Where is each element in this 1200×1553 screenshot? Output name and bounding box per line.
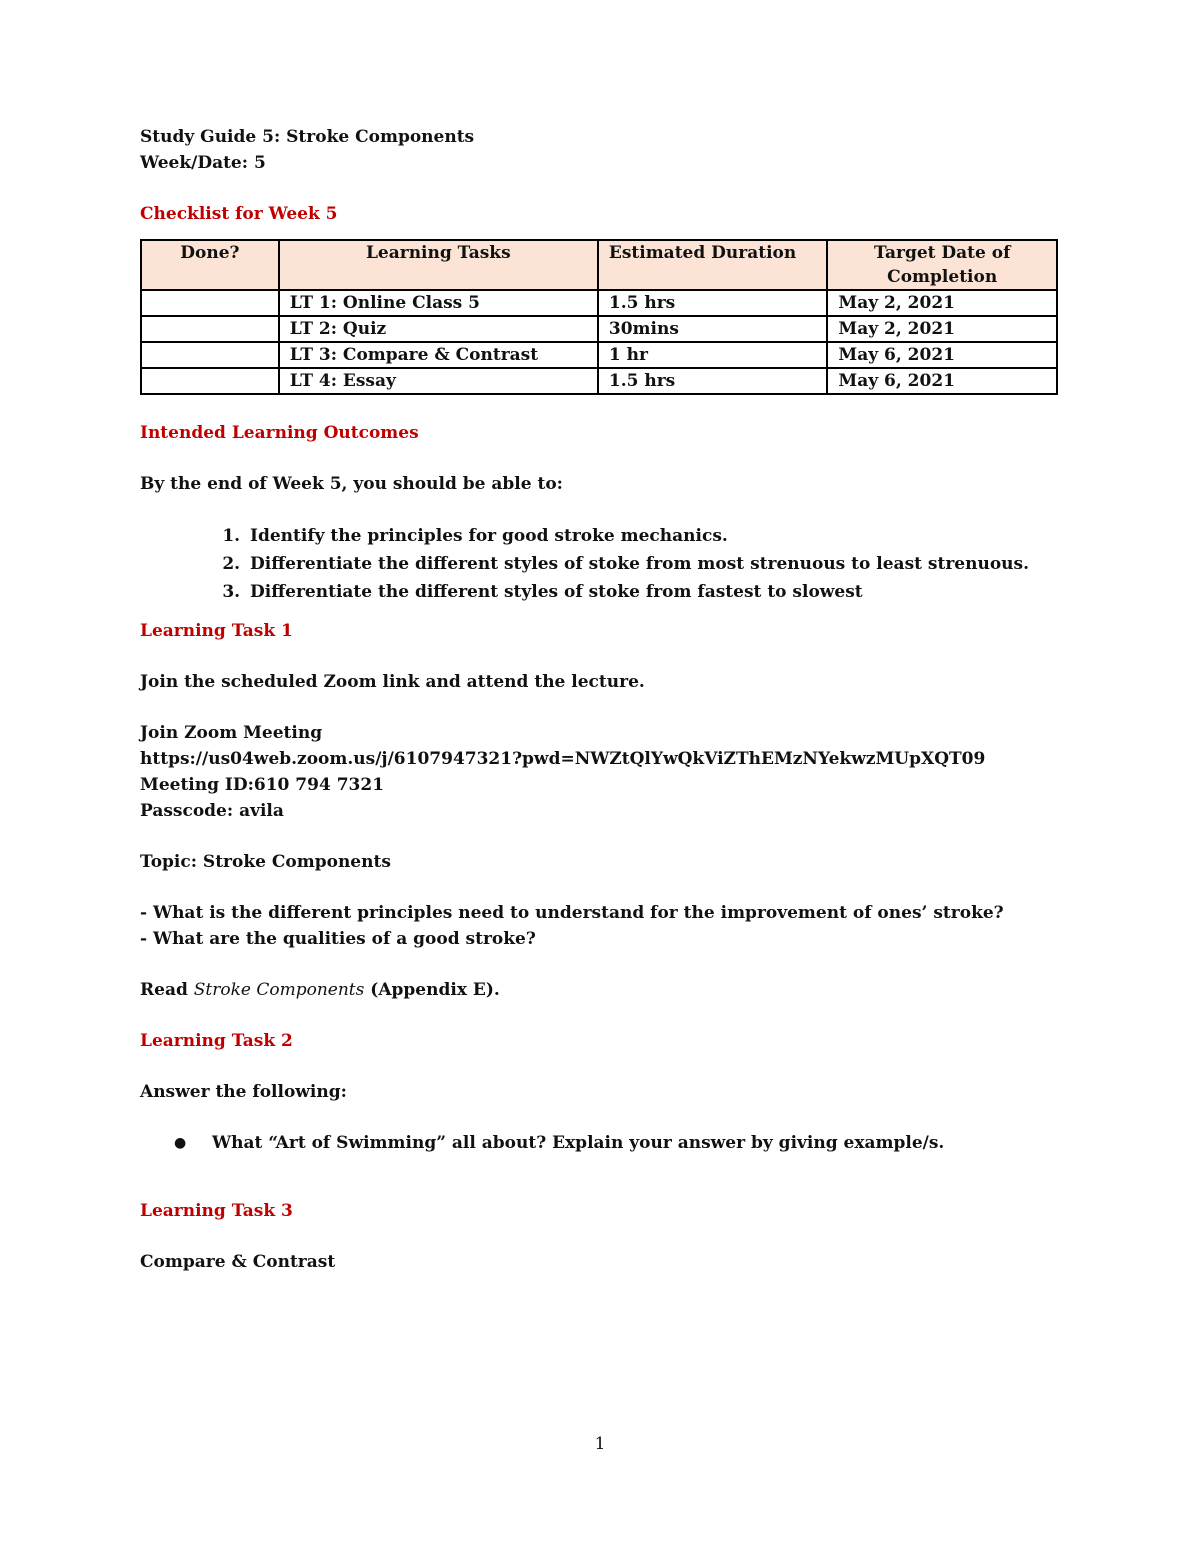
task-cell: LT 3: Compare & Contrast xyxy=(279,342,598,368)
date-cell: May 2, 2021 xyxy=(827,316,1057,342)
table-row xyxy=(141,316,1057,342)
duration-cell: 1 hr xyxy=(598,342,828,368)
done-cell[interactable] xyxy=(141,290,279,316)
table-header-row xyxy=(141,240,1057,290)
reading-suffix: (Appendix E). xyxy=(364,980,500,1000)
outcomes-intro: By the end of Week 5, you should be able to: xyxy=(140,474,563,494)
column-header-tasks: Learning Tasks xyxy=(279,240,598,290)
task2-list xyxy=(140,1130,1060,1156)
list-item: 2. Differentiate the different styles of stoke from most strenuous to least strenuous. xyxy=(246,550,1060,578)
column-header-duration: Estimated Duration xyxy=(598,240,828,290)
document-title: Study Guide 5: Stroke Components xyxy=(140,127,475,147)
reading-assignment xyxy=(140,977,1060,1003)
task-cell: LT 2: Quiz xyxy=(279,316,598,342)
list-item-text: What “Art of Swimming” all about? Explain your answer by giving example/s. xyxy=(212,1133,945,1153)
duration-cell: 1.5 hrs xyxy=(598,368,828,394)
page-number: 1 xyxy=(594,1434,606,1454)
task-cell: LT 4: Essay xyxy=(279,368,598,394)
date-cell: May 2, 2021 xyxy=(827,290,1057,316)
date-cell: May 6, 2021 xyxy=(827,368,1057,394)
task2-heading: Learning Task 2 xyxy=(140,1031,293,1051)
reading-prefix: Read xyxy=(140,980,194,1000)
done-cell[interactable] xyxy=(141,316,279,342)
task3-instruction: Compare & Contrast xyxy=(140,1252,336,1272)
bullet-icon: ● xyxy=(174,1135,187,1151)
table-row xyxy=(141,342,1057,368)
meeting-id: Meeting ID:610 794 7321 xyxy=(140,775,385,795)
checklist-table xyxy=(140,239,1058,395)
reading-title: Stroke Components xyxy=(193,980,365,1000)
question-item: - What are the qualities of a good stroke? xyxy=(140,929,536,949)
zoom-link[interactable]: https://us04web.zoom.us/j/6107947321?pwd=NWZtQlYwQkViZThEMzNYekwzMUpXQT09 xyxy=(140,749,986,769)
document-page xyxy=(140,124,1060,1275)
task3-heading: Learning Task 3 xyxy=(140,1201,293,1221)
list-item: 1. Identify the principles for good stroke mechanics. xyxy=(246,522,1060,550)
table-row xyxy=(141,290,1057,316)
done-cell[interactable] xyxy=(141,342,279,368)
task-cell: LT 1: Online Class 5 xyxy=(279,290,598,316)
task1-instruction: Join the scheduled Zoom link and attend the lecture. xyxy=(140,672,645,692)
column-header-done: Done? xyxy=(141,240,279,290)
zoom-label: Join Zoom Meeting xyxy=(140,723,323,743)
outcomes-list xyxy=(140,522,1060,606)
outcomes-heading: Intended Learning Outcomes xyxy=(140,423,419,443)
task2-instruction: Answer the following: xyxy=(140,1082,347,1102)
date-cell: May 6, 2021 xyxy=(827,342,1057,368)
checklist-heading: Checklist for Week 5 xyxy=(140,204,338,224)
duration-cell: 1.5 hrs xyxy=(598,290,828,316)
done-cell[interactable] xyxy=(141,368,279,394)
table-row xyxy=(141,368,1057,394)
column-header-target-date: Target Date of Completion xyxy=(827,240,1057,290)
list-item: 3. Differentiate the different styles of stoke from fastest to slowest xyxy=(246,578,1060,606)
question-item: - What is the different principles need to understand for the improvement of ones’ stroke? xyxy=(140,903,1004,923)
passcode: Passcode: avila xyxy=(140,801,284,821)
task1-heading: Learning Task 1 xyxy=(140,621,293,641)
topic: Topic: Stroke Components xyxy=(140,852,391,872)
list-item xyxy=(174,1130,1060,1156)
week-date: Week/Date: 5 xyxy=(140,153,266,173)
duration-cell: 30mins xyxy=(598,316,828,342)
